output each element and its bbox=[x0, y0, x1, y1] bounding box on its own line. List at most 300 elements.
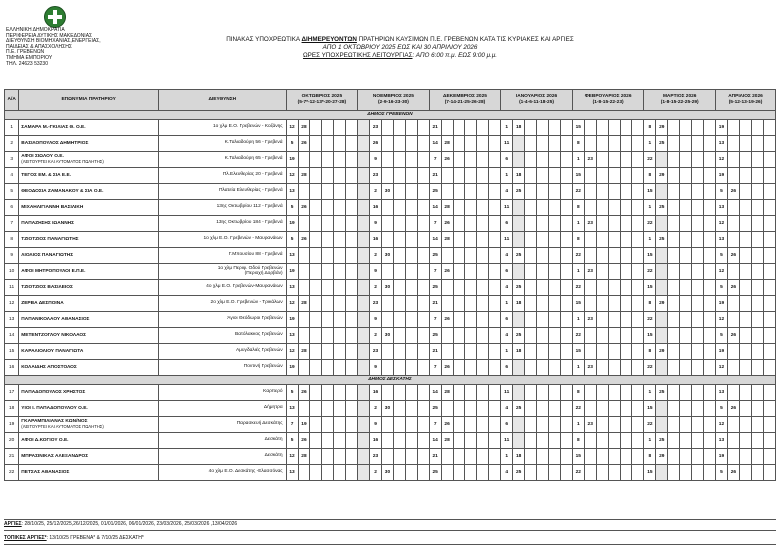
station-name-cell bbox=[19, 449, 159, 465]
duty-day-cell bbox=[382, 344, 394, 360]
duty-day-cell bbox=[692, 401, 704, 417]
duty-day-cell bbox=[632, 120, 644, 136]
station-address: 2ο χλμ Ε.Ο. Γρεβενών - Τρικάλων bbox=[210, 300, 283, 306]
row-number: 4 bbox=[5, 168, 19, 184]
duty-day-cell bbox=[537, 344, 549, 360]
duty-day-cell: 25 bbox=[656, 232, 668, 248]
duty-day-cell bbox=[465, 168, 477, 184]
row-number: 11 bbox=[5, 280, 19, 296]
duty-day-cell: 12 bbox=[286, 120, 298, 136]
duty-day-cell: 6 bbox=[501, 417, 513, 433]
duty-day-cell bbox=[346, 200, 358, 216]
title-line1b: ΔΙΗΜΕΡΕΥΟΝΤΩΝ bbox=[301, 36, 357, 43]
duty-day-cell bbox=[727, 152, 739, 168]
duty-day-cell bbox=[608, 385, 620, 401]
station-name: ΒΑΣΙΛΟΠΟΥΛΟΣ ΔΗΜΗΤΡΙΟΣ bbox=[21, 140, 89, 146]
duty-day-cell bbox=[441, 465, 453, 481]
duty-day-cell bbox=[668, 280, 680, 296]
duty-day-cell bbox=[477, 401, 489, 417]
duty-day-cell: 26 bbox=[441, 264, 453, 280]
station-address-cell bbox=[159, 152, 287, 168]
table-row bbox=[5, 248, 776, 264]
duty-day-cell bbox=[739, 312, 751, 328]
table-row bbox=[5, 152, 776, 168]
duty-day-cell: 25 bbox=[429, 184, 441, 200]
duty-day-cell bbox=[596, 312, 608, 328]
duty-day-cell bbox=[596, 465, 608, 481]
duty-day-cell bbox=[322, 136, 334, 152]
station-address-cell bbox=[159, 232, 287, 248]
duty-day-cell bbox=[489, 449, 501, 465]
duty-day-cell bbox=[560, 264, 572, 280]
duty-day-cell bbox=[346, 417, 358, 433]
duty-day-cell bbox=[310, 280, 322, 296]
station-name: ΣΑΜΑΡΑ Μ.-ΓΚΙΛΙΑΣ Θ. Ο.Ε. bbox=[21, 124, 86, 130]
duty-day-cell: 12 bbox=[716, 152, 728, 168]
duty-day-cell bbox=[477, 136, 489, 152]
duty-day-cell bbox=[382, 360, 394, 376]
duty-day-cell bbox=[310, 401, 322, 417]
duty-day-cell bbox=[763, 200, 775, 216]
duty-day-cell bbox=[441, 120, 453, 136]
duty-day-cell bbox=[453, 433, 465, 449]
duty-day-cell: 15 bbox=[644, 401, 656, 417]
duty-day-cell bbox=[393, 232, 405, 248]
duty-day-cell bbox=[608, 465, 620, 481]
duty-day-cell bbox=[405, 449, 417, 465]
duty-day-cell bbox=[668, 136, 680, 152]
duty-day-cell bbox=[441, 344, 453, 360]
duty-day-cell bbox=[322, 184, 334, 200]
duty-day-cell: 23 bbox=[370, 449, 382, 465]
duty-day-cell: 11 bbox=[501, 232, 513, 248]
duty-day-cell bbox=[632, 465, 644, 481]
duty-day-cell bbox=[513, 417, 525, 433]
duty-day-cell bbox=[680, 449, 692, 465]
duty-day-cell bbox=[310, 248, 322, 264]
duty-day-cell bbox=[465, 417, 477, 433]
duty-day-cell: 1 bbox=[572, 417, 584, 433]
duty-day-cell bbox=[405, 328, 417, 344]
duty-day-cell bbox=[596, 136, 608, 152]
duty-day-cell bbox=[727, 360, 739, 376]
duty-day-cell bbox=[382, 232, 394, 248]
duty-day-cell bbox=[405, 401, 417, 417]
duty-day-cell: 14 bbox=[429, 232, 441, 248]
duty-day-cell bbox=[560, 417, 572, 433]
duty-day-cell bbox=[596, 216, 608, 232]
duty-day-cell bbox=[334, 328, 346, 344]
duty-day-cell bbox=[560, 360, 572, 376]
duty-day-cell bbox=[525, 136, 537, 152]
duty-day-cell bbox=[548, 296, 560, 312]
duty-day-cell: 21 bbox=[429, 449, 441, 465]
table-row bbox=[5, 328, 776, 344]
duty-day-cell bbox=[704, 264, 716, 280]
duty-day-cell bbox=[322, 232, 334, 248]
duty-day-cell bbox=[704, 433, 716, 449]
duty-day-cell bbox=[489, 152, 501, 168]
duty-day-cell bbox=[525, 360, 537, 376]
duty-day-cell bbox=[560, 200, 572, 216]
duty-day-cell bbox=[346, 449, 358, 465]
duty-day-cell bbox=[453, 168, 465, 184]
duty-day-cell bbox=[465, 401, 477, 417]
station-address: Βατόλακκος Γρεβενών bbox=[235, 332, 283, 338]
duty-day-cell bbox=[525, 248, 537, 264]
station-address: Γ.Μπουσίου 88 - Γρεβενά bbox=[228, 252, 283, 258]
duty-day-cell bbox=[334, 248, 346, 264]
duty-day-cell bbox=[525, 465, 537, 481]
duty-day-cell bbox=[584, 449, 596, 465]
station-address-cell bbox=[159, 312, 287, 328]
duty-day-cell bbox=[596, 449, 608, 465]
duty-day-cell bbox=[382, 312, 394, 328]
duty-day-cell bbox=[489, 344, 501, 360]
row-number: 19 bbox=[5, 417, 19, 433]
duty-day-cell bbox=[405, 385, 417, 401]
station-address: Δεσκάτη bbox=[264, 437, 283, 443]
duty-day-cell bbox=[704, 296, 716, 312]
duty-day-cell bbox=[537, 465, 549, 481]
duty-day-cell bbox=[465, 344, 477, 360]
duty-day-cell bbox=[560, 168, 572, 184]
duty-day-cell bbox=[680, 216, 692, 232]
month-name: ΜΑΡΤΙΟΣ 2026 bbox=[662, 94, 697, 100]
table-row bbox=[5, 465, 776, 481]
row-number: 21 bbox=[5, 449, 19, 465]
duty-day-cell bbox=[417, 184, 429, 200]
station-address: 1ο χλμ Ε.Ο. Γρεβενών - Μαυρανάιων bbox=[203, 236, 283, 242]
station-name: ΘΕΟΔΟΣΙΑ ΖΑΜΑΝΑΚΟΥ & ΣΙΑ Ο.Ε. bbox=[21, 188, 104, 194]
duty-day-cell: 19 bbox=[286, 264, 298, 280]
duty-day-cell: 5 bbox=[716, 248, 728, 264]
station-name: ΑΦΟΙ Δ.ΚΟΓΙΟΥ Ο.Ε. bbox=[21, 437, 69, 443]
duty-day-cell bbox=[704, 168, 716, 184]
duty-day-cell bbox=[596, 168, 608, 184]
duty-day-cell bbox=[310, 449, 322, 465]
duty-day-cell: 26 bbox=[441, 417, 453, 433]
duty-day-cell bbox=[751, 449, 763, 465]
station-name-cell bbox=[19, 152, 159, 168]
duty-day-cell: 19 bbox=[716, 120, 728, 136]
duty-day-cell bbox=[596, 401, 608, 417]
duty-day-cell: 26 bbox=[727, 401, 739, 417]
duty-day-cell bbox=[692, 248, 704, 264]
duty-day-cell: 5 bbox=[286, 232, 298, 248]
duty-day-cell bbox=[358, 120, 370, 136]
duty-day-cell bbox=[751, 248, 763, 264]
duty-day-cell: 5 bbox=[286, 136, 298, 152]
duty-day-cell: 5 bbox=[716, 328, 728, 344]
duty-day-cell bbox=[382, 417, 394, 433]
agency-line: ΠΕΡΙΦΕΡΕΙΑ ΔΥΤΙΚΗΣ ΜΑΚΕΔΟΝΙΑΣ bbox=[6, 32, 93, 39]
row-number: 17 bbox=[5, 385, 19, 401]
duty-day-cell bbox=[393, 136, 405, 152]
duty-day-cell: 22 bbox=[644, 216, 656, 232]
duty-day-cell bbox=[632, 433, 644, 449]
duty-day-cell: 26 bbox=[727, 184, 739, 200]
header-month bbox=[358, 90, 430, 111]
duty-day-cell bbox=[656, 312, 668, 328]
duty-day-cell bbox=[548, 216, 560, 232]
station-name: ΤΕΓΟΣ ΕΜ. & ΣΙΑ Ε.Ε. bbox=[21, 172, 71, 178]
duty-day-cell bbox=[298, 465, 310, 481]
station-name-cell bbox=[19, 401, 159, 417]
duty-day-cell bbox=[525, 433, 537, 449]
duty-day-cell bbox=[393, 344, 405, 360]
duty-day-cell bbox=[477, 465, 489, 481]
duty-day-cell bbox=[608, 344, 620, 360]
duty-day-cell bbox=[739, 280, 751, 296]
month-days: (5-12-13-19-26) bbox=[728, 100, 763, 105]
duty-day-cell bbox=[596, 232, 608, 248]
duty-day-cell bbox=[322, 344, 334, 360]
duty-day-cell bbox=[465, 328, 477, 344]
duty-day-cell bbox=[334, 264, 346, 280]
document-title bbox=[150, 36, 650, 60]
duty-day-cell bbox=[382, 216, 394, 232]
duty-day-cell bbox=[704, 312, 716, 328]
table-row bbox=[5, 216, 776, 232]
duty-day-cell: 7 bbox=[429, 417, 441, 433]
duty-day-cell bbox=[358, 248, 370, 264]
station-name-cell bbox=[19, 200, 159, 216]
duty-day-cell bbox=[727, 449, 739, 465]
duty-day-cell: 15 bbox=[572, 120, 584, 136]
duty-day-cell bbox=[441, 184, 453, 200]
row-number: 7 bbox=[5, 216, 19, 232]
duty-day-cell: 11 bbox=[501, 136, 513, 152]
duty-day-cell bbox=[477, 152, 489, 168]
duty-day-cell bbox=[704, 280, 716, 296]
duty-day-cell bbox=[751, 328, 763, 344]
duty-day-cell bbox=[334, 344, 346, 360]
duty-day-cell bbox=[739, 296, 751, 312]
duty-day-cell bbox=[596, 280, 608, 296]
duty-day-cell bbox=[656, 465, 668, 481]
duty-day-cell bbox=[763, 465, 775, 481]
duty-day-cell bbox=[668, 296, 680, 312]
duty-day-cell bbox=[334, 280, 346, 296]
holidays-line bbox=[4, 519, 776, 531]
duty-day-cell: 1 bbox=[644, 232, 656, 248]
duty-day-cell bbox=[751, 344, 763, 360]
duty-day-cell bbox=[298, 216, 310, 232]
duty-day-cell bbox=[489, 465, 501, 481]
duty-day-cell: 4 bbox=[501, 465, 513, 481]
station-address-cell bbox=[159, 296, 287, 312]
duty-day-cell: 5 bbox=[286, 433, 298, 449]
duty-day-cell bbox=[382, 449, 394, 465]
duty-day-cell bbox=[465, 360, 477, 376]
duty-day-cell bbox=[584, 232, 596, 248]
duty-day-cell bbox=[692, 184, 704, 200]
duty-day-cell bbox=[560, 401, 572, 417]
duty-day-cell bbox=[656, 280, 668, 296]
duty-day-cell bbox=[608, 433, 620, 449]
duty-day-cell: 19 bbox=[286, 312, 298, 328]
duty-day-cell: 18 bbox=[513, 168, 525, 184]
station-name: ΠΑΠΑΝΙΚΟΛΑΟΥ ΑΘΑΝΑΣΙΟΣ bbox=[21, 316, 90, 322]
table-row bbox=[5, 401, 776, 417]
duty-day-cell: 8 bbox=[644, 168, 656, 184]
duty-day-cell bbox=[298, 280, 310, 296]
duty-day-cell bbox=[417, 120, 429, 136]
duty-day-cell bbox=[405, 232, 417, 248]
duty-day-cell bbox=[382, 136, 394, 152]
duty-day-cell bbox=[739, 360, 751, 376]
duty-day-cell bbox=[405, 360, 417, 376]
duty-day-cell bbox=[548, 401, 560, 417]
duty-day-cell: 23 bbox=[584, 417, 596, 433]
duty-day-cell bbox=[537, 168, 549, 184]
duty-day-cell: 22 bbox=[572, 328, 584, 344]
duty-day-cell bbox=[358, 232, 370, 248]
duty-day-cell: 28 bbox=[441, 232, 453, 248]
duty-day-cell bbox=[560, 248, 572, 264]
duty-day-cell bbox=[763, 136, 775, 152]
duty-day-cell: 22 bbox=[572, 184, 584, 200]
duty-day-cell: 9 bbox=[370, 216, 382, 232]
duty-day-cell: 2 bbox=[370, 280, 382, 296]
duty-day-cell bbox=[751, 280, 763, 296]
duty-day-cell bbox=[704, 417, 716, 433]
duty-day-cell bbox=[477, 385, 489, 401]
duty-day-cell bbox=[298, 401, 310, 417]
duty-day-cell bbox=[692, 465, 704, 481]
duty-day-cell bbox=[417, 280, 429, 296]
duty-day-cell bbox=[668, 184, 680, 200]
duty-day-cell: 16 bbox=[370, 433, 382, 449]
duty-day-cell bbox=[727, 120, 739, 136]
duty-day-cell bbox=[489, 280, 501, 296]
duty-day-cell bbox=[513, 433, 525, 449]
duty-day-cell bbox=[537, 385, 549, 401]
duty-day-cell bbox=[346, 152, 358, 168]
duty-day-cell bbox=[358, 417, 370, 433]
duty-day-cell bbox=[393, 401, 405, 417]
duty-day-cell bbox=[692, 328, 704, 344]
duty-day-cell bbox=[525, 120, 537, 136]
duty-day-cell bbox=[405, 280, 417, 296]
duty-day-cell bbox=[322, 200, 334, 216]
duty-day-cell: 25 bbox=[513, 280, 525, 296]
duty-day-cell: 13 bbox=[286, 328, 298, 344]
duty-day-cell: 28 bbox=[298, 168, 310, 184]
duty-day-cell bbox=[441, 280, 453, 296]
duty-day-cell bbox=[525, 200, 537, 216]
duty-day-cell bbox=[727, 296, 739, 312]
duty-day-cell bbox=[739, 184, 751, 200]
duty-day-cell bbox=[608, 200, 620, 216]
duty-day-cell bbox=[346, 360, 358, 376]
duty-day-cell bbox=[560, 433, 572, 449]
duty-day-cell: 2 bbox=[370, 465, 382, 481]
duty-day-cell bbox=[620, 184, 632, 200]
duty-day-cell bbox=[751, 385, 763, 401]
duty-day-cell bbox=[525, 296, 537, 312]
duty-day-cell bbox=[751, 232, 763, 248]
duty-day-cell: 15 bbox=[572, 296, 584, 312]
duty-day-cell bbox=[489, 401, 501, 417]
duty-day-cell: 19 bbox=[716, 296, 728, 312]
station-address-cell bbox=[159, 200, 287, 216]
duty-day-cell bbox=[525, 344, 537, 360]
header-month bbox=[501, 90, 573, 111]
duty-day-cell bbox=[692, 344, 704, 360]
duty-day-cell bbox=[358, 168, 370, 184]
duty-day-cell bbox=[525, 328, 537, 344]
row-number: 20 bbox=[5, 433, 19, 449]
header-month bbox=[429, 90, 501, 111]
station-address: 13ης Οκτωβρίου 184 - Γρεβενά bbox=[216, 220, 283, 226]
duty-day-cell: 23 bbox=[584, 216, 596, 232]
agency-line: ΔΙΕΥΘΥΝΣΗ ΒΙΟΜΗΧΑΝΙΑΣ,ΕΝΕΡΓΕΙΑΣ, bbox=[6, 38, 101, 45]
duty-day-cell bbox=[334, 401, 346, 417]
duty-day-cell bbox=[668, 385, 680, 401]
agency-line: ΠΑΙΔΕΙΑΣ & ΑΠΑΣΧΟΛΗΣΗΣ bbox=[6, 43, 72, 50]
duty-day-cell: 28 bbox=[441, 136, 453, 152]
duty-day-cell: 19 bbox=[298, 417, 310, 433]
duty-day-cell bbox=[322, 120, 334, 136]
duty-day-cell bbox=[393, 433, 405, 449]
duty-day-cell: 15 bbox=[644, 280, 656, 296]
duty-day-cell bbox=[298, 184, 310, 200]
duty-day-cell bbox=[560, 449, 572, 465]
duty-day-cell bbox=[310, 328, 322, 344]
duty-day-cell bbox=[358, 465, 370, 481]
duty-day-cell bbox=[632, 136, 644, 152]
duty-day-cell: 19 bbox=[716, 449, 728, 465]
duty-day-cell: 8 bbox=[572, 200, 584, 216]
duty-day-cell bbox=[560, 136, 572, 152]
duty-day-cell bbox=[656, 401, 668, 417]
duty-day-cell: 15 bbox=[572, 168, 584, 184]
duty-day-cell bbox=[680, 296, 692, 312]
month-days: (1-8-15-22-25-29) bbox=[660, 100, 699, 105]
duty-day-cell bbox=[310, 296, 322, 312]
duty-day-cell bbox=[393, 120, 405, 136]
duty-day-cell bbox=[417, 417, 429, 433]
duty-day-cell bbox=[322, 152, 334, 168]
duty-day-cell bbox=[704, 248, 716, 264]
duty-day-cell bbox=[334, 312, 346, 328]
duty-day-cell bbox=[584, 200, 596, 216]
duty-day-cell bbox=[560, 184, 572, 200]
duty-day-cell: 23 bbox=[370, 120, 382, 136]
duty-day-cell bbox=[727, 385, 739, 401]
duty-day-cell bbox=[477, 200, 489, 216]
duty-day-cell bbox=[692, 280, 704, 296]
duty-day-cell bbox=[751, 200, 763, 216]
duty-day-cell bbox=[620, 120, 632, 136]
duty-day-cell bbox=[704, 216, 716, 232]
duty-day-cell bbox=[453, 232, 465, 248]
duty-day-cell bbox=[739, 200, 751, 216]
duty-day-cell bbox=[668, 152, 680, 168]
duty-day-cell bbox=[489, 248, 501, 264]
duty-day-cell: 26 bbox=[727, 248, 739, 264]
duty-day-cell bbox=[727, 232, 739, 248]
duty-day-cell bbox=[608, 296, 620, 312]
duty-day-cell bbox=[513, 136, 525, 152]
duty-day-cell bbox=[763, 433, 775, 449]
duty-day-cell: 12 bbox=[286, 449, 298, 465]
duty-day-cell bbox=[739, 344, 751, 360]
row-number: 13 bbox=[5, 312, 19, 328]
table-row bbox=[5, 344, 776, 360]
